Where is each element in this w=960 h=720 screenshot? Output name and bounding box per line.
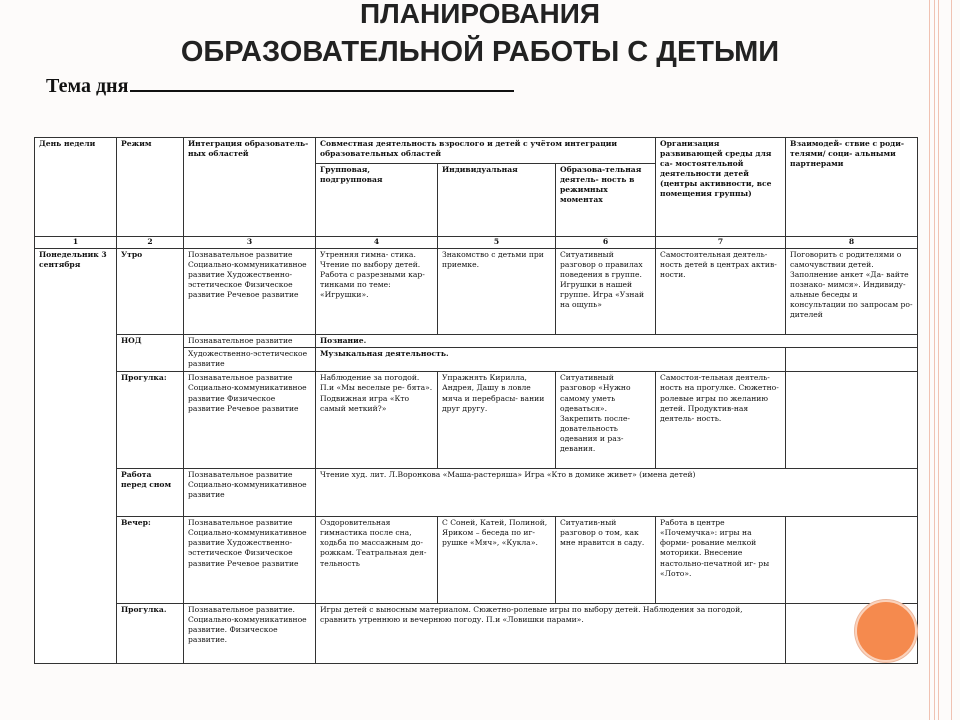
empty-cell <box>786 517 918 603</box>
morning-group: Утренняя гимна- стика. Чтение по выбору детей. Работа с разрезными кар- тинками по теме: «Игрушки». <box>316 248 438 334</box>
evening-integration: Познавательное развитие Социально-коммуникативное развитие Художественно-эстетическое Физическое развитие Речевое развитие <box>184 517 316 603</box>
nod-integration-2: Художественно-эстетическое развитие <box>184 348 316 372</box>
evening-individual: С Соней, Катей, Полиной, Яриком – беседа по иг- рушке «Мяч», «Кукла». <box>438 517 556 603</box>
mode-morning: Утро <box>117 248 184 334</box>
before-sleep-integration: Познавательное развитие Социально-коммуникативное развитие <box>184 468 316 516</box>
topic-label: Тема дня <box>46 75 129 97</box>
before-sleep-activity: Чтение худ. лит. Л.Воронкова «Маша-растеряша» Игра «Кто в домике живет» (имена детей) <box>316 468 918 516</box>
header-environment: Организация развивающей среды для са- мостоятельной деятельности детей (центры активности, все помещения группы) <box>656 138 786 237</box>
mode-evening-walk: Прогулка. <box>117 603 184 663</box>
evening-group: Оздоровительная гимнастика после сна, ходьба по массажным до- рожкам. Театральная дея- тельность <box>316 517 438 603</box>
empty-cell <box>786 372 918 469</box>
column-number: 1 <box>35 236 117 248</box>
header-joint-activity: Совместная деятельность взрослого и детей с учётом интеграции образовательных областей <box>316 138 656 164</box>
morning-environment: Самостоятельная деятель- ность детей в центрах актив- ности. <box>656 248 786 334</box>
topic-of-day <box>46 74 514 98</box>
mode-before-sleep: Работа перед сном <box>117 468 184 516</box>
walk-group: Наблюдение за погодой. П.и «Мы веселые ре- бята». Подвижная игра «Кто самый меткий?» <box>316 372 438 469</box>
header-day: День недели <box>35 138 117 237</box>
nod-activity-2: Музыкальная деятельность. <box>316 348 786 372</box>
decorative-circle <box>855 600 917 662</box>
walk-integration: Познавательное развитие Социально-коммуникативное развитие Физическое развитие Речевое развитие <box>184 372 316 469</box>
decor-line <box>951 0 952 720</box>
header-regime-moments: Образова-тельная деятель- ность в режимных моментах <box>556 164 656 236</box>
topic-blank-line <box>130 74 514 92</box>
header-integration: Интеграция образователь-ных областей <box>184 138 316 237</box>
column-number: 6 <box>556 236 656 248</box>
decor-line <box>929 0 930 720</box>
nod-integration-1: Познавательное развитие <box>184 335 316 348</box>
column-number: 8 <box>786 236 918 248</box>
evening-environment: Работа в центре «Почемучка»: игры на форми- рование мелкой моторики. Внесение настольно-печатной иг- ры «Лото». <box>656 517 786 603</box>
morning-integration: Познавательное развитие Социально-коммуникативное развитие Художественно-эстетическое Физическое развитие Речевое развитие <box>184 248 316 334</box>
walk-regime: Ситуативный разговор «Нужно самому уметь одеваться». Закрепить после- довательность одевания и раз- девания. <box>556 372 656 469</box>
column-number: 5 <box>438 236 556 248</box>
header-mode: Режим <box>117 138 184 237</box>
walk-environment: Самостоя-тельная деятель- ность на прогулке. Сюжетно-ролевые игры по желанию детей. Продуктив-ная деятель- ность. <box>656 372 786 469</box>
page-title-line-2: ОБРАЗОВАТЕЛЬНОЙ РАБОТЫ С ДЕТЬМИ <box>180 36 780 68</box>
morning-regime: Ситуативный разговор о правилах поведения в группе. Игрушки в нашей группе. Игра «Узнай на ощупь» <box>556 248 656 334</box>
nod-activity-1: Познание. <box>316 335 918 348</box>
morning-parents: Поговорить с родителями о самочувствии детей. Заполнение анкет «Да- вайте познако- мимся». Индивиду-альные беседы и консультации по запросам ро- дителей <box>786 248 918 334</box>
walk-individual: Упражнять Кирилла, Андрея, Дашу в ловле мяча и перебрасы- вании друг другу. <box>438 372 556 469</box>
column-number: 3 <box>184 236 316 248</box>
header-parents: Взаимодей- ствие с роди- телями/ соци- альными партнерами <box>786 138 918 237</box>
empty-cell <box>786 348 918 372</box>
morning-individual: Знакомство с детьми при приемке. <box>438 248 556 334</box>
mode-evening: Вечер: <box>117 517 184 603</box>
column-number: 4 <box>316 236 438 248</box>
mode-nod: НОД <box>117 335 184 372</box>
header-individual: Индивидуальная <box>438 164 556 236</box>
day-cell: Понедельник 3 сентября <box>35 248 117 663</box>
evening-walk-activity: Игры детей с выносным материалом. Сюжетно-ролевые игры по выбору детей. Наблюдения за погодой, сравнить утреннюю и вечернюю погоду. П.и «Ловишки парами». <box>316 603 786 663</box>
header-group: Групповая, подгрупповая <box>316 164 438 236</box>
decor-line <box>938 0 939 720</box>
planning-table <box>34 137 918 664</box>
decor-line <box>934 0 935 720</box>
column-number: 7 <box>656 236 786 248</box>
evening-regime: Ситуатив-ный разговор о том, как мне нравится в саду. <box>556 517 656 603</box>
column-number: 2 <box>117 236 184 248</box>
evening-walk-integration: Познавательное развитие. Социально-коммуникативное развитие. Физическое развитие. <box>184 603 316 663</box>
page-title-line-1: ПЛАНИРОВАНИЯ <box>360 0 600 29</box>
mode-walk: Прогулка: <box>117 372 184 469</box>
